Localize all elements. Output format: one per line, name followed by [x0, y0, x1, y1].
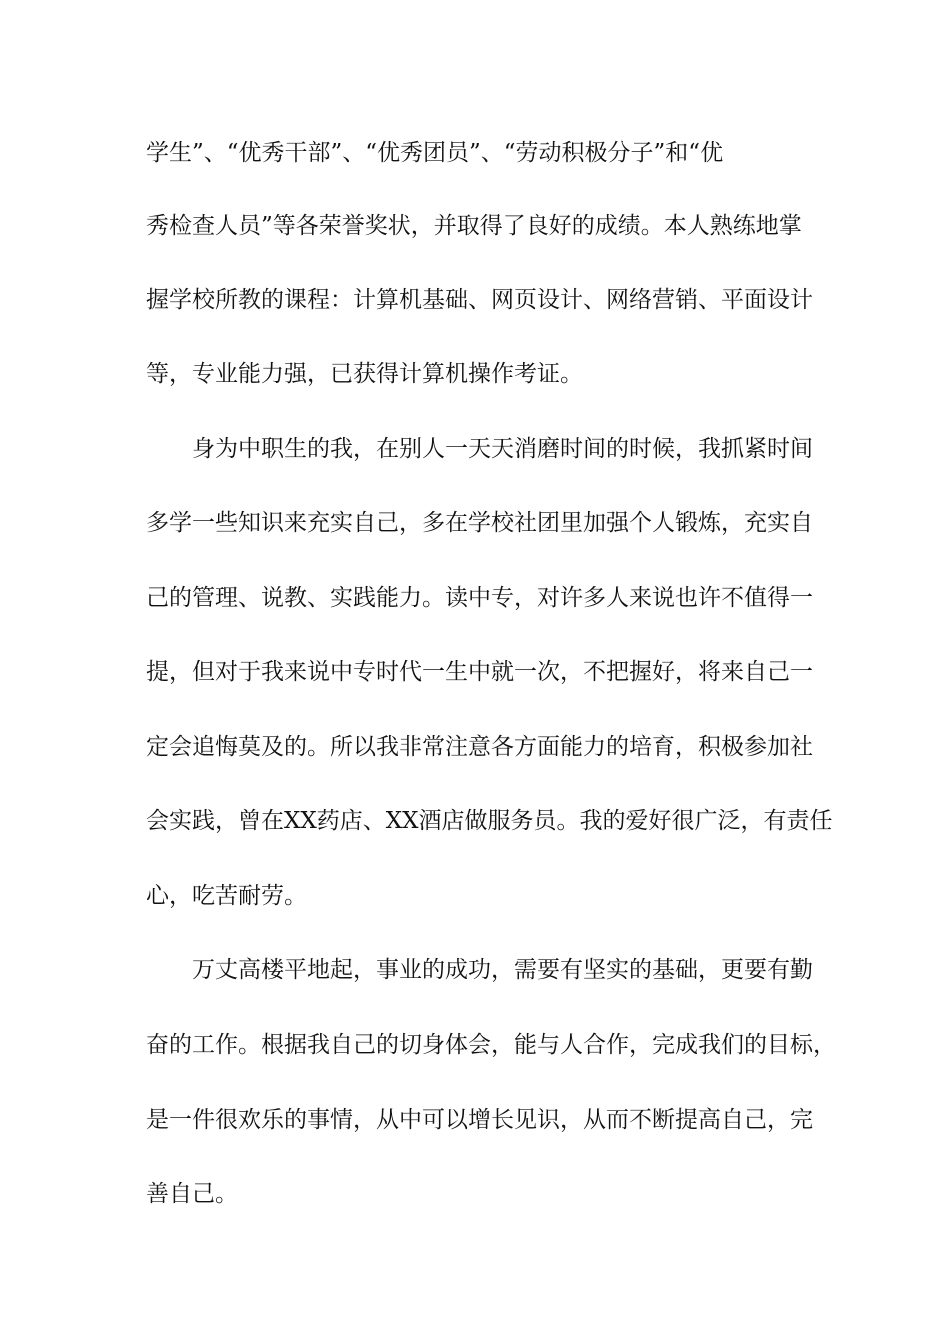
paragraph-1-line-1: 学生”、“优秀干部”、“优秀团员”、“劳动积极分子”和“优 [146, 140, 724, 166]
paragraph-2-line-4: 提，但对于我来说中专时代一生中就一次，不把握好，将来自己一 [146, 659, 813, 685]
paragraph-2-line-1: 身为中职生的我，在别人一天天消磨时间的时候，我抓紧时间 [192, 436, 813, 462]
paragraph-2-line-5: 定会追悔莫及的。所以我非常注意各方面能力的培育，积极参加社 [146, 734, 813, 760]
paragraph-3-line-4: 善自己。 [146, 1181, 238, 1207]
paragraph-3-line-2: 奋的工作。根据我自己的切身体会，能与人合作，完成我们的目标， [146, 1032, 836, 1058]
paragraph-1-line-3: 握学校所教的课程：计算机基础、网页设计、网络营销、平面设计 [146, 287, 813, 313]
paragraph-2-line-7: 心，吃苦耐劳。 [146, 883, 307, 909]
paragraph-1-line-2: 秀检查人员”等各荣誉奖状，并取得了良好的成绩。本人熟练地掌 [146, 213, 802, 239]
paragraph-1-line-4: 等，专业能力强，已获得计算机操作考证。 [146, 361, 583, 387]
paragraph-2-line-6: 会实践，曾在XX药店、XX酒店做服务员。我的爱好很广泛，有责任 [146, 808, 833, 834]
paragraph-3-line-1: 万丈高楼平地起，事业的成功，需要有坚实的基础，更要有勤 [192, 957, 813, 983]
paragraph-2-line-3: 己的管理、说教、实践能力。读中专，对许多人来说也许不值得一 [146, 585, 813, 611]
paragraph-3-line-3: 是一件很欢乐的事情，从中可以增长见识，从而不断提高自己，完 [146, 1107, 813, 1133]
paragraph-2-line-2: 多学一些知识来充实自己，多在学校社团里加强个人锻炼，充实自 [146, 510, 813, 536]
